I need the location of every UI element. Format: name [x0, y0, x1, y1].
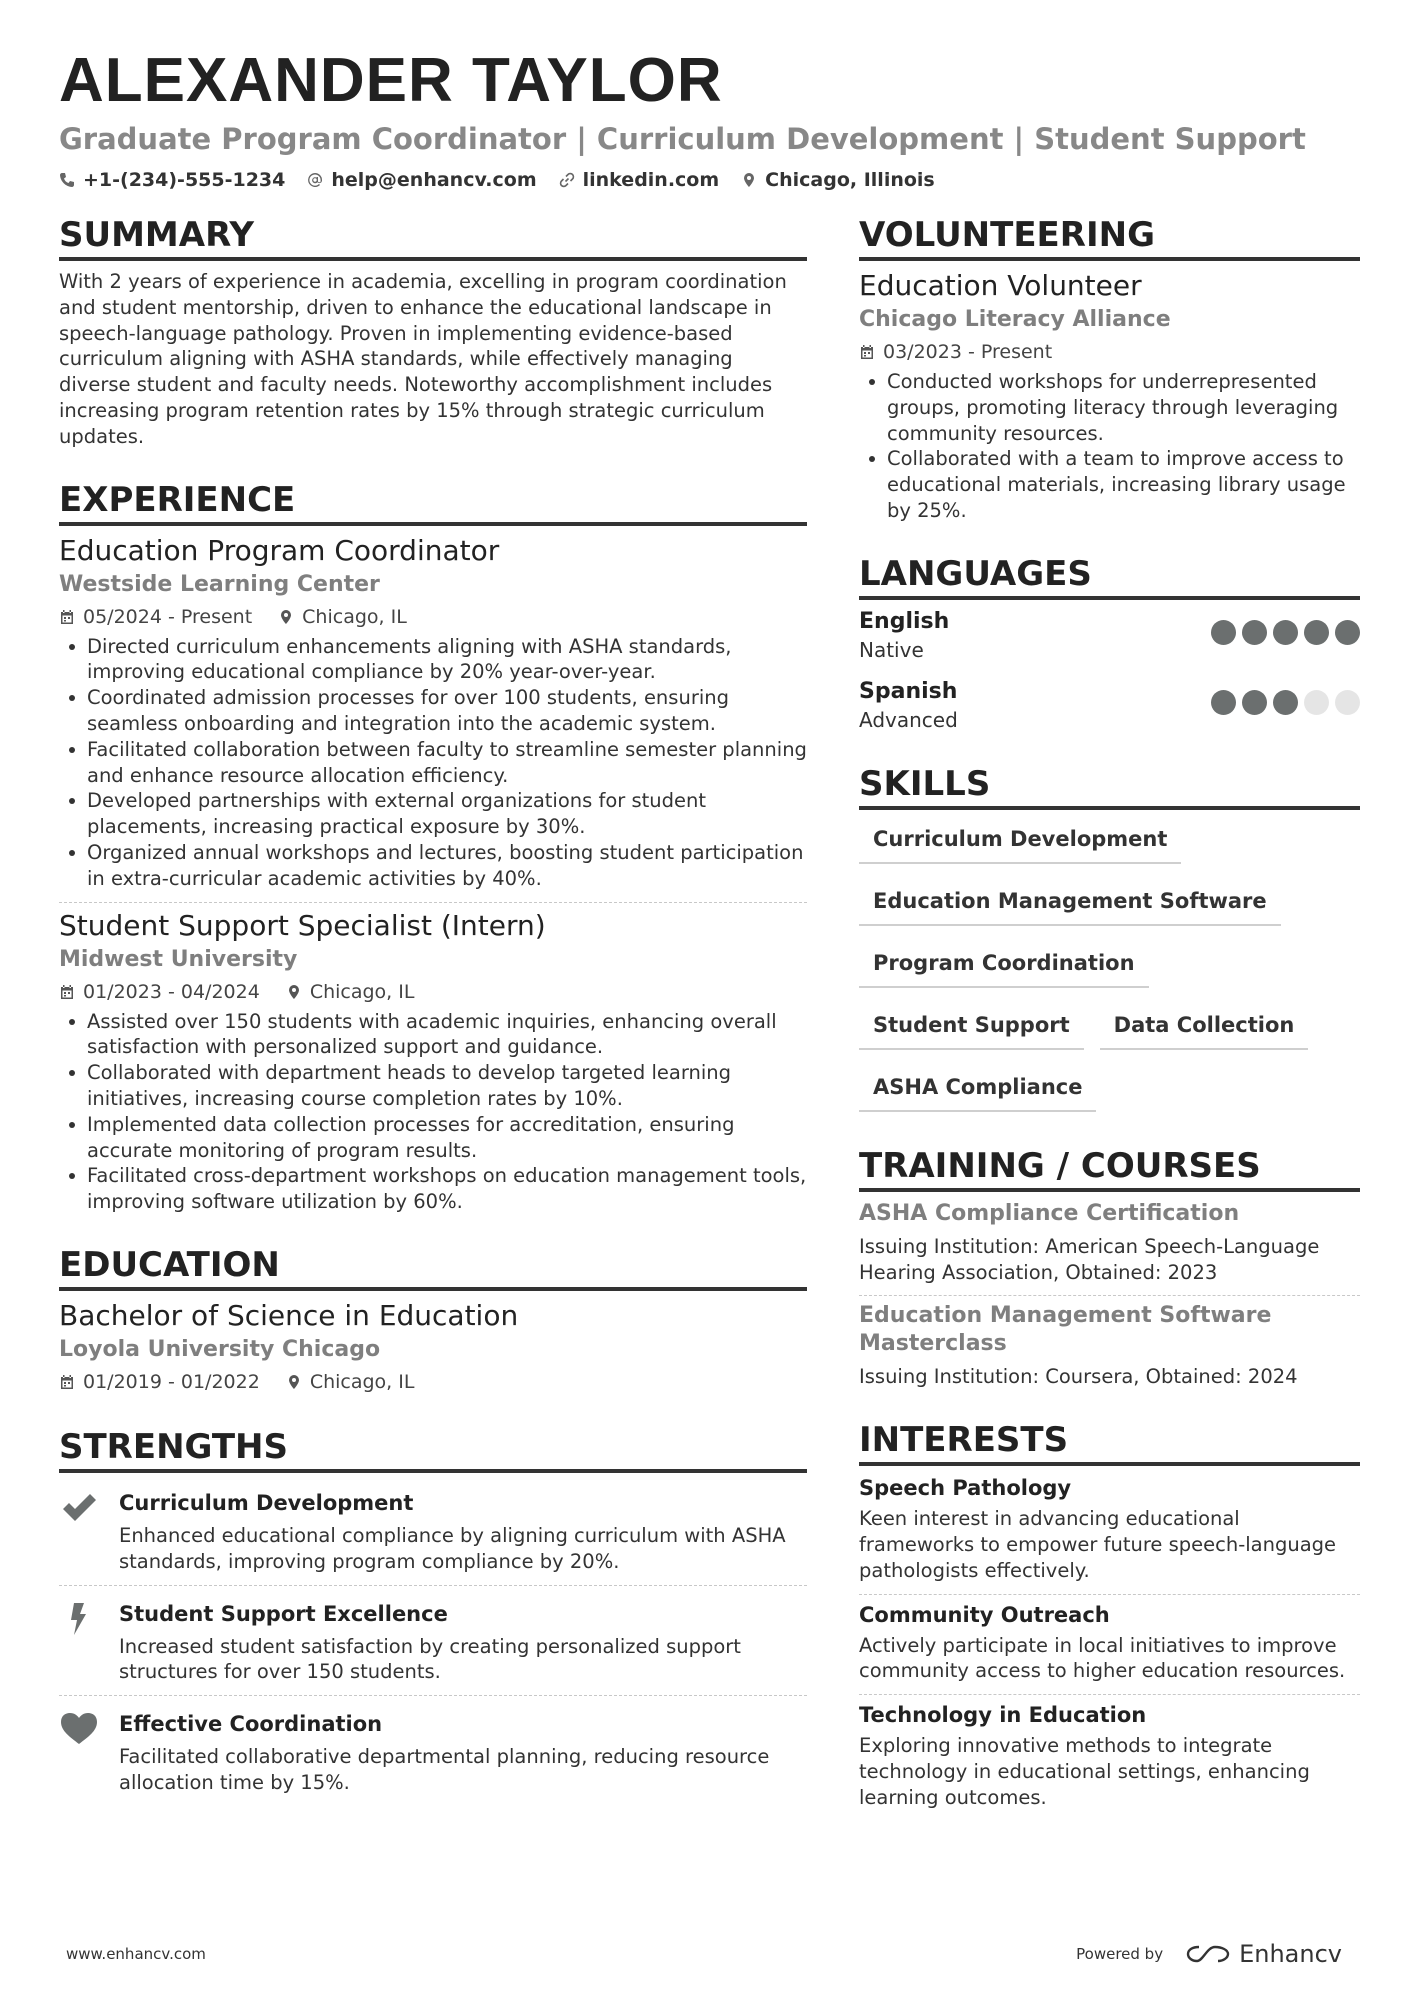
education-dates-text: 01/2019 - 01/2022	[83, 1370, 260, 1393]
experience-entry	[59, 534, 807, 892]
linkedin-text: linkedin.com	[582, 169, 720, 191]
list-item: Facilitated collaboration between faculty to streamline semester planning and enhance resource allocation efficiency.	[59, 737, 807, 789]
contact-phone[interactable]	[59, 169, 285, 191]
skill-tag: Student Support	[859, 1004, 1084, 1050]
language-text	[859, 678, 958, 734]
contact-linkedin[interactable]	[559, 169, 720, 191]
course-desc: Issuing Institution: American Speech-Language Hearing Association, Obtained: 2023	[859, 1234, 1320, 1284]
job-bullets	[59, 634, 807, 892]
job-location-text: Chicago, IL	[302, 605, 407, 628]
language-name: Spanish	[859, 678, 958, 704]
school: Loyola University Chicago	[59, 1336, 381, 1362]
summary-heading: SUMMARY	[59, 215, 807, 261]
rating-dot-filled	[1273, 690, 1298, 715]
language-level: Advanced	[859, 707, 958, 732]
check-icon	[60, 1491, 98, 1525]
education-section	[59, 1245, 807, 1397]
strength-body	[119, 1600, 807, 1686]
strength-icon-wrap	[59, 1710, 99, 1796]
language-item	[859, 608, 1360, 664]
summary-section	[59, 215, 807, 450]
list-item: Coordinated admission processes for over 100 students, ensuring seamless onboarding and integration into the academic system.	[59, 685, 807, 737]
divider	[859, 1694, 1360, 1695]
calendar-icon	[859, 344, 875, 360]
degree: Bachelor of Science in Education	[59, 1298, 519, 1332]
rating-dot-filled	[1242, 620, 1267, 645]
phone-icon	[59, 172, 75, 188]
map-pin-icon	[286, 1374, 302, 1390]
rating-dot-filled	[1335, 620, 1360, 645]
job-location	[278, 602, 407, 632]
job-role: Education Program Coordinator	[59, 533, 500, 567]
interest-title: Community Outreach	[859, 1602, 1110, 1627]
rating-dot-empty	[1304, 690, 1329, 715]
language-level: Native	[859, 637, 924, 662]
rating-dot-filled	[1211, 690, 1236, 715]
list-item: Collaborated with department heads to develop targeted learning initiatives, increasing course completion rates by 10%.	[59, 1060, 807, 1112]
volunteer-dates-text: 03/2023 - Present	[883, 341, 1053, 363]
skill-tag: Program Coordination	[859, 942, 1149, 988]
education-dates	[59, 1367, 260, 1397]
brand-logo[interactable]	[1185, 1940, 1342, 1968]
strength-desc: Enhanced educational compliance by aligning curriculum with ASHA standards, improving program compliance by 20%.	[119, 1523, 786, 1573]
rating-dot-filled	[1273, 620, 1298, 645]
education-meta	[59, 1367, 807, 1397]
contact-email[interactable]	[307, 169, 536, 191]
map-pin-icon	[741, 172, 757, 188]
brand-name: Enhancv	[1239, 1940, 1342, 1968]
language-rating	[1211, 690, 1360, 715]
volunteer-bullets	[859, 369, 1360, 524]
experience-section	[59, 480, 807, 1215]
volunteering-heading: VOLUNTEERING	[859, 215, 1360, 261]
strength-body	[119, 1710, 807, 1796]
training-section	[859, 1146, 1360, 1390]
skill-tag: ASHA Compliance	[859, 1066, 1096, 1112]
languages-section	[859, 554, 1360, 734]
email-text: help@enhancv.com	[331, 169, 537, 191]
list-item: Directed curriculum enhancements aligning with ASHA standards, improving educational compliance by 20% year-over-year.	[59, 634, 807, 686]
strength-title: Curriculum Development	[119, 1490, 414, 1515]
rating-dot-filled	[1304, 620, 1329, 645]
powered-by	[1076, 1940, 1342, 1968]
right-column	[859, 215, 1360, 1841]
phone-text: +1-(234)-555-1234	[83, 169, 286, 191]
job-location-text: Chicago, IL	[309, 980, 415, 1003]
volunteer-org: Chicago Literacy Alliance	[859, 307, 1171, 332]
map-pin-icon	[278, 609, 294, 625]
job-dates	[59, 977, 260, 1007]
strength-title: Student Support Excellence	[119, 1601, 448, 1626]
strength-item	[59, 1592, 807, 1686]
experience-heading: EXPERIENCE	[59, 480, 807, 526]
job-meta	[59, 977, 807, 1007]
rating-dot-empty	[1335, 690, 1360, 715]
calendar-icon	[59, 984, 75, 1000]
course-item	[859, 1302, 1360, 1390]
enhancv-logo-icon	[1185, 1943, 1231, 1965]
candidate-title: Graduate Program Coordinator | Curriculum Development | Student Support	[59, 122, 1306, 156]
interest-item	[859, 1601, 1360, 1685]
strengths-heading: STRENGTHS	[59, 1427, 807, 1473]
volunteer-meta	[859, 337, 1360, 367]
calendar-icon	[59, 609, 75, 625]
course-desc: Issuing Institution: Coursera, Obtained: 2024	[859, 1365, 1298, 1389]
volunteering-section	[859, 215, 1360, 524]
interest-title: Technology in Education	[859, 1703, 1147, 1728]
job-meta	[59, 602, 807, 632]
volunteer-role: Education Volunteer	[859, 269, 1142, 302]
skill-tag: Education Management Software	[859, 880, 1281, 926]
strength-icon-wrap	[59, 1600, 99, 1686]
job-org: Midwest University	[59, 946, 298, 972]
link-icon	[559, 172, 575, 188]
interest-desc: Exploring innovative methods to integrate technology in educational settings, enhancing learning outcomes.	[859, 1734, 1310, 1809]
list-item: Developed partnerships with external organizations for student placements, increasing practical exposure by 30%.	[59, 788, 807, 840]
candidate-name: ALEXANDER TAYLOR	[59, 46, 723, 115]
rating-dot-filled	[1242, 690, 1267, 715]
skills-heading: SKILLS	[859, 764, 1360, 810]
page-footer	[66, 1940, 1342, 1968]
interest-desc: Keen interest in advancing educational frameworks to empower future speech-language pathologists effectively.	[859, 1507, 1337, 1582]
rating-dot-filled	[1211, 620, 1236, 645]
job-location	[286, 977, 415, 1007]
skills-list	[859, 818, 1360, 1128]
skill-tag: Curriculum Development	[859, 818, 1181, 864]
strength-desc: Facilitated collaborative departmental planning, reducing resource allocation time by 15%.	[119, 1745, 770, 1794]
language-rating	[1211, 620, 1360, 645]
job-dates-text: 05/2024 - Present	[83, 605, 253, 628]
heart-icon	[60, 1712, 98, 1746]
languages-heading: LANGUAGES	[859, 554, 1360, 600]
job-bullets	[59, 1009, 807, 1215]
interests-section	[859, 1420, 1360, 1810]
language-name: English	[859, 608, 950, 634]
divider	[859, 1295, 1360, 1296]
job-dates	[59, 602, 252, 632]
strengths-section	[59, 1427, 807, 1796]
interests-heading: INTERESTS	[859, 1420, 1360, 1466]
resume-header	[59, 45, 1359, 191]
list-item: Organized annual workshops and lectures, boosting student participation in extra-curricular academic activities by 40%.	[59, 840, 807, 892]
lightning-icon	[60, 1602, 98, 1636]
interest-title: Speech Pathology	[859, 1476, 1072, 1501]
job-dates-text: 01/2023 - 04/2024	[83, 980, 260, 1003]
location-text: Chicago, Illinois	[765, 169, 935, 191]
job-org: Westside Learning Center	[59, 571, 380, 597]
course-title: Education Management Software Masterclass	[859, 1303, 1272, 1357]
skills-section	[859, 764, 1360, 1128]
divider	[859, 1594, 1360, 1595]
footer-website[interactable]: www.enhancv.com	[66, 1945, 206, 1963]
list-item: Collaborated with a team to improve access to educational materials, increasing library usage by 25%.	[859, 446, 1360, 523]
strength-item	[59, 1481, 807, 1575]
experience-entry	[59, 909, 807, 1215]
contact-location	[741, 169, 935, 191]
contact-bar	[59, 169, 1359, 191]
strength-body	[119, 1489, 807, 1575]
course-item	[859, 1200, 1360, 1286]
map-pin-icon	[286, 984, 302, 1000]
strength-item	[59, 1702, 807, 1796]
list-item: Implemented data collection processes for accreditation, ensuring accurate monitoring of program results.	[59, 1112, 807, 1164]
at-icon	[307, 172, 323, 188]
job-role: Student Support Specialist (Intern)	[59, 908, 546, 942]
education-location	[286, 1367, 415, 1397]
summary-text: With 2 years of experience in academia, excelling in program coordination and student mentorship, driven to enhance the educational landscape in speech-language pathology. Proven in implementing evidence-based curriculum aligning with ASHA standards, while effectively managing diverse student and faculty needs. Noteworthy accomplishment includes increasing program retention rates by 15% through strategic curriculum updates.	[59, 270, 787, 448]
divider	[59, 1585, 807, 1586]
strength-icon-wrap	[59, 1489, 99, 1575]
interest-item	[859, 1474, 1360, 1583]
interest-desc: Actively participate in local initiatives to improve community access to higher education resources.	[859, 1633, 1346, 1683]
education-location-text: Chicago, IL	[309, 1370, 415, 1393]
volunteer-dates	[859, 337, 1052, 367]
training-heading: TRAINING / COURSES	[859, 1146, 1360, 1192]
list-item: Conducted workshops for underrepresented groups, promoting literacy through leveraging community resources.	[859, 369, 1360, 446]
education-heading: EDUCATION	[59, 1245, 807, 1291]
divider	[59, 902, 807, 903]
language-text	[859, 608, 949, 664]
language-item	[859, 678, 1360, 734]
list-item: Facilitated cross-department workshops on education management tools, improving software utilization by 60%.	[59, 1163, 807, 1215]
course-title: ASHA Compliance Certification	[859, 1200, 1240, 1226]
strength-title: Effective Coordination	[119, 1712, 383, 1737]
calendar-icon	[59, 1374, 75, 1390]
interest-item	[859, 1701, 1360, 1810]
skill-tag: Data Collection	[1100, 1004, 1309, 1050]
strength-desc: Increased student satisfaction by creating personalized support structures for over 150 students.	[119, 1634, 741, 1684]
list-item: Assisted over 150 students with academic inquiries, enhancing overall satisfaction with personalized support and guidance.	[59, 1009, 807, 1061]
left-column	[59, 215, 807, 1826]
powered-by-label: Powered by	[1076, 1945, 1164, 1963]
divider	[59, 1695, 807, 1696]
